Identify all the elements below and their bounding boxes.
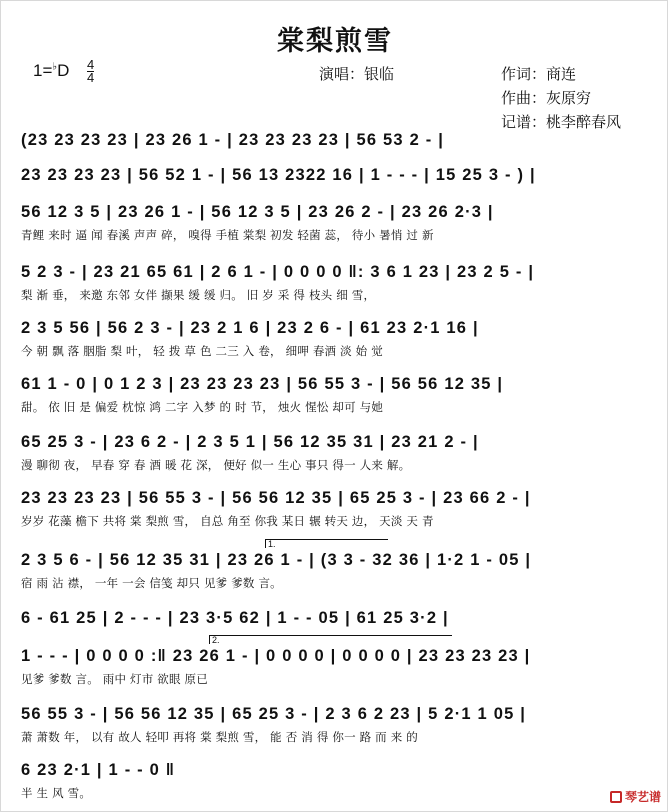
key-flat: ♭ (52, 61, 58, 73)
lyrics: 青鲤 来时 逼 闻 春溪 声声 碎， 嗅得 手植 棠梨 初发 轻菌 蕊， 待小 暑悄 过 新 (21, 228, 434, 242)
notes: (23 23 23 23 | 23 26 1 - | 23 23 23 23 | 56 53 2 - | (21, 131, 445, 149)
lyrics: 宿 雨 沾 襟， 一年 一会 信笺 却只 见爹 爹数 言。 (21, 576, 282, 590)
logo-icon (610, 791, 622, 803)
notes: 23 23 23 23 | 56 52 1 - | 56 13 2322 16 | 1 - - - | 15 25 3 - ) | (21, 166, 536, 184)
notes: 2 3 5 56 | 56 2 3 - | 23 2 1 6 | 23 2 6 - | 61 23 2·1 16 | (21, 319, 479, 337)
second-ending-bracket: 2. (209, 635, 452, 644)
notes: 5 2 3 - | 23 21 65 61 | 2 6 1 - | 0 0 0 0 ‖: 3 6 1 23 | 23 2 5 - | (21, 263, 535, 281)
site-logo (610, 788, 661, 805)
lyrics: 甜。 依 旧 是 偏爱 枕惊 鸿 二字 入梦 的 时 节， 烛火 惺忪 却可 与她 (21, 400, 384, 414)
lyrics: 岁岁 花藻 檐下 共将 棠 梨煎 雪， 自总 角至 你我 某日 辗 转天 边， 天淡 天 青 (21, 514, 434, 528)
singer: 演唱：银临 (319, 65, 395, 83)
time-signature (87, 59, 94, 84)
notes: 6 - 61 25 | 2 - - - | 23 3·5 62 | 1 - - 05 | 61 25 3·2 | (21, 609, 449, 627)
time-signature-top: 4 (87, 57, 95, 72)
notes: 61 1 - 0 | 0 1 2 3 | 23 23 23 23 | 56 55 3 - | 56 56 12 35 | (21, 375, 504, 393)
notes: 65 25 3 - | 23 6 2 - | 2 3 5 1 | 56 12 35 31 | 23 21 2 - | (21, 433, 479, 451)
key-signature (33, 61, 69, 81)
song-title: 棠梨煎雪 (277, 26, 393, 57)
logo-text: 琴艺谱 (624, 790, 661, 804)
lyrics: 见爹 爹数 言。 雨中 灯市 欲眼 原已 (21, 672, 208, 686)
transcriber: 记谱：桃李醉春风 (501, 113, 622, 131)
lyricist: 作词：商连 (501, 65, 577, 83)
key-note: D (57, 61, 70, 80)
notes: 2 3 5 6 - | 56 12 35 31 | 23 26 1 - | (3 3 - 32 36 | 1·2 1 - 05 | (21, 551, 532, 569)
lyrics: 梨 渐 垂， 来邀 东邻 女伴 撷果 缓 缓 归。 旧 岁 采 得 枝头 细 雪， (21, 288, 376, 302)
first-ending-bracket: 1. (265, 539, 388, 548)
lyrics: 萧 萧数 年， 以有 故人 轻叩 再将 棠 梨煎 雪， 能 否 消 得 你一 路 而 来 的 (21, 730, 418, 744)
composer: 作曲：灰原穷 (501, 89, 592, 107)
lyrics: 半 生 风 雪。 (21, 786, 92, 800)
notes: 23 23 23 23 | 56 55 3 - | 56 56 12 35 | 65 25 3 - | 23 66 2 - | (21, 489, 531, 507)
lyrics: 今 朝 飘 落 胭脂 梨 叶， 轻 拨 草 色 二三 入 卷， 细呷 春酒 淡 始 觉 (21, 344, 383, 358)
time-signature-bottom: 4 (87, 70, 95, 85)
notes: 1 - - - | 0 0 0 0 :‖ 23 26 1 - | 0 0 0 0 | 0 0 0 0 | 23 23 23 23 | (21, 647, 531, 665)
notes: 6 23 2·1 | 1 - - 0 ‖ (21, 761, 176, 779)
notes: 56 55 3 - | 56 56 12 35 | 65 25 3 - | 2 3 6 2 23 | 5 2·1 1 05 | (21, 705, 527, 723)
lyrics: 漫 聊彻 夜， 早春 穿 春 酒 暖 花 深， 便好 似一 生心 事只 得一 人来 解。 (21, 458, 411, 472)
notes: 56 12 3 5 | 23 26 1 - | 56 12 3 5 | 23 26 2 - | 23 26 2·3 | (21, 203, 494, 221)
key-prefix: 1= (33, 61, 53, 80)
